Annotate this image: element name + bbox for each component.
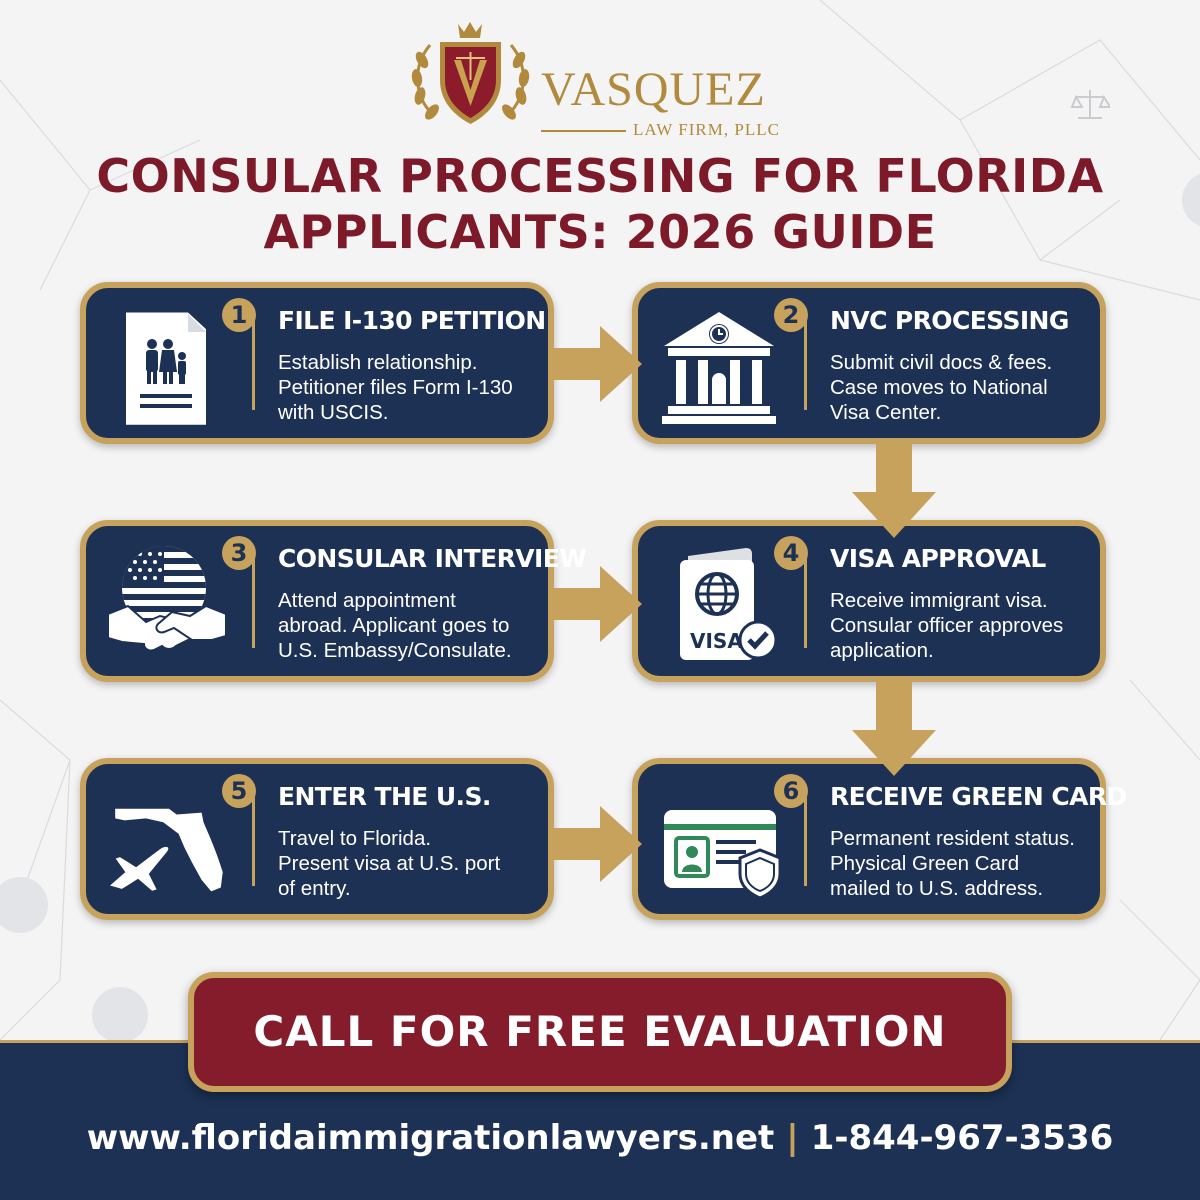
- step-card-3: [80, 520, 587, 682]
- step-description-line: Receive immigrant visa.: [830, 589, 1048, 612]
- brand-divider: [541, 130, 626, 132]
- step-description: [278, 588, 558, 663]
- visa-label: VISA: [690, 629, 743, 653]
- green-card-shield-icon: [654, 774, 784, 904]
- divider: [804, 318, 807, 410]
- free-evaluation-button[interactable]: CALL FOR FREE EVALUATION: [188, 972, 1012, 1092]
- step-description: [278, 350, 558, 425]
- divider: [252, 556, 255, 648]
- step-number-badge: 3: [222, 536, 256, 570]
- page-title: [0, 148, 1200, 260]
- step-description-line: with USCIS.: [278, 401, 389, 424]
- phone-link[interactable]: 1-844-967-3536: [810, 1118, 1114, 1158]
- arrow-right-icon: [554, 566, 644, 642]
- step-card-1: [80, 282, 554, 444]
- divider: [804, 556, 807, 648]
- scales-icon: [1070, 85, 1110, 125]
- contact-line: [0, 1114, 1200, 1162]
- step-description-line: Submit civil docs & fees.: [830, 351, 1053, 374]
- florida-airplane-icon: [102, 774, 232, 904]
- step-description-line: Establish relationship.: [278, 351, 478, 374]
- step-description-line: U.S. Embassy/Consulate.: [278, 639, 512, 662]
- title-line-1: CONSULAR PROCESSING FOR FLORIDA: [96, 149, 1104, 203]
- step-title: RECEIVE GREEN CARD: [830, 782, 1127, 811]
- arrow-down-icon: [852, 680, 936, 776]
- step-number-badge: 6: [774, 774, 808, 808]
- step-description: [830, 350, 1110, 425]
- family-document-icon: [102, 298, 232, 428]
- step-description-line: mailed to U.S. address.: [830, 877, 1044, 900]
- title-line-2: APPLICANTS: 2026 GUIDE: [263, 205, 937, 259]
- step-card-2: [632, 282, 1106, 444]
- step-card-4: [632, 520, 1106, 682]
- step-description: [278, 826, 558, 901]
- step-title: VISA APPROVAL: [830, 544, 1046, 573]
- building-clock-icon: [654, 298, 784, 428]
- step-card-5: [80, 758, 554, 920]
- step-title: ENTER THE U.S.: [278, 782, 491, 811]
- arrow-right-icon: [554, 806, 644, 882]
- step-title: NVC PROCESSING: [830, 306, 1069, 335]
- crest-scales-icon: [408, 20, 533, 135]
- step-description-line: Consular officer approves: [830, 614, 1064, 637]
- step-title: FILE I-130 PETITION: [278, 306, 546, 335]
- step-number-badge: 2: [774, 298, 808, 332]
- step-card-6: [632, 758, 1127, 920]
- divider: [252, 318, 255, 410]
- step-description-line: Visa Center.: [830, 401, 942, 424]
- arrow-down-icon: [852, 442, 936, 538]
- arrow-right-icon: [554, 326, 644, 402]
- step-description-line: Permanent resident status.: [830, 827, 1075, 850]
- step-number-badge: 5: [222, 774, 256, 808]
- step-description: [830, 826, 1110, 901]
- step-title: CONSULAR INTERVIEW: [278, 544, 587, 573]
- brand-logo: [408, 20, 808, 139]
- website-link[interactable]: www.floridaimmigrationlawyers.net: [86, 1118, 775, 1158]
- divider: [252, 794, 255, 886]
- brand-name: VASQUEZ: [541, 63, 766, 116]
- step-number-badge: 1: [222, 298, 256, 332]
- step-number-badge: 4: [774, 536, 808, 570]
- step-description-line: abroad. Applicant goes to: [278, 614, 510, 637]
- step-description-line: Petitioner files Form I-130: [278, 376, 513, 399]
- step-description-line: Physical Green Card: [830, 852, 1020, 875]
- visa-passport-icon: [654, 536, 784, 666]
- step-description-line: application.: [830, 639, 934, 662]
- divider: [804, 794, 807, 886]
- step-description: [830, 588, 1110, 663]
- step-description-line: of entry.: [278, 877, 351, 900]
- step-description-line: Travel to Florida.: [278, 827, 432, 850]
- step-description-line: Attend appointment: [278, 589, 456, 612]
- flag-handshake-icon: [102, 536, 232, 666]
- brand-subtitle: LAW FIRM, PLLC: [633, 120, 780, 139]
- step-description-line: Present visa at U.S. port: [278, 852, 501, 875]
- contact-separator: |: [786, 1118, 799, 1158]
- step-description-line: Case moves to National: [830, 376, 1048, 399]
